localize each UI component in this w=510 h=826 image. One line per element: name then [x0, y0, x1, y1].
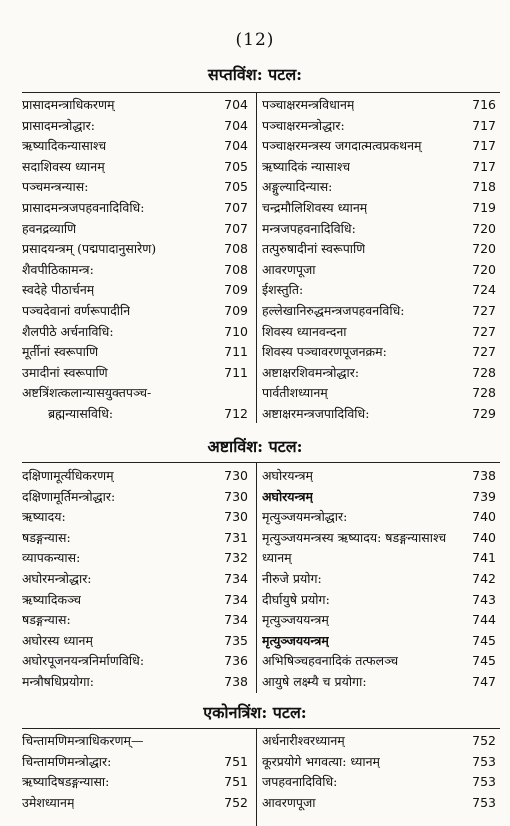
entry-title: ऋष्यादिषडङ्गन्यासा:	[22, 774, 110, 790]
entry-page-number: 717	[472, 117, 496, 133]
toc-entry	[22, 507, 252, 528]
entry-page-number: 707	[224, 199, 248, 215]
toc-entry	[262, 198, 500, 219]
entry-page-number: 732	[224, 550, 248, 566]
toc-entry	[262, 793, 500, 814]
entry-title: मूर्तीनां स्वरूपाणि	[22, 344, 99, 360]
entry-page-number: 747	[472, 673, 496, 689]
toc-entry	[22, 363, 252, 384]
toc-entry	[262, 219, 500, 240]
entry-page-number: 745	[472, 653, 496, 669]
entry-title: चिन्तामणिमन्त्राधिकरणम्—	[22, 733, 144, 748]
toc-entry	[22, 466, 252, 487]
toc-entry	[262, 95, 500, 116]
entry-page-number: 711	[224, 344, 248, 360]
entry-title: आवरणपूजा	[262, 794, 316, 810]
entry-page-number: 720	[472, 261, 496, 277]
entry-title: शिवस्य पञ्चावरणपूजनक्रम:	[262, 344, 387, 360]
entry-page-number: 734	[224, 612, 248, 628]
entry-page-number: 738	[224, 673, 248, 689]
entry-page-number: 753	[472, 774, 496, 790]
toc-entry	[22, 322, 252, 343]
entry-title: ऋष्यादिकं न्यासाश्च	[262, 158, 351, 174]
entry-page-number: 751	[224, 774, 248, 790]
entry-page-number: 752	[472, 733, 496, 748]
section-29	[0, 700, 510, 726]
entry-page-number: 704	[224, 138, 248, 154]
entry-page-number: 708	[224, 241, 248, 257]
toc-entry	[22, 590, 252, 611]
entry-page-number: 740	[472, 509, 496, 525]
entry-title: पञ्चमन्त्रन्यास:	[22, 179, 89, 195]
entry-page-number: 728	[472, 385, 496, 401]
entry-title: अघोरपूजनयन्त्रनिर्माणविधि:	[22, 653, 145, 669]
entry-title: शैवपीठिकामन्त्र:	[22, 261, 94, 277]
entry-page-number: 727	[472, 323, 496, 339]
entry-page-number: 717	[472, 158, 496, 174]
entry-title: व्यापकन्यास:	[22, 550, 81, 566]
entry-title: उमादीनां स्वरूपाणि	[22, 364, 108, 380]
entry-page-number: 751	[224, 753, 248, 769]
entry-page-number: 709	[224, 302, 248, 318]
entry-page-number: 738	[472, 468, 496, 483]
toc-entry	[262, 651, 500, 672]
toc-entry	[22, 260, 252, 281]
right-column	[262, 95, 500, 425]
section-28	[0, 434, 510, 460]
toc-entry	[262, 383, 500, 404]
toc-entry	[22, 569, 252, 590]
entry-title: षडङ्गन्यास:	[22, 529, 71, 545]
toc-entry	[22, 239, 252, 260]
entry-title: हल्लेखानिरुद्धमन्त्रजपहवनविधि:	[262, 302, 405, 318]
toc-entry	[22, 116, 252, 137]
toc-entry	[22, 177, 252, 198]
entry-title: प्रसादयन्त्रम् (पद्मपादानुसारेण)	[22, 241, 157, 257]
entry-title: स्वदेहे पीठार्चनम्	[22, 282, 95, 298]
toc-entry	[262, 136, 500, 157]
entry-page-number: 730	[224, 509, 248, 525]
entry-page-number: 720	[472, 220, 496, 236]
entry-page-number: 729	[472, 405, 496, 421]
toc-entry	[262, 487, 500, 508]
right-column	[262, 466, 500, 693]
entry-title: पञ्चाक्षरमन्त्रविधानम्	[262, 97, 355, 112]
entry-page-number: 734	[224, 591, 248, 607]
entry-page-number: 717	[472, 138, 496, 154]
toc-entry	[22, 219, 252, 240]
entry-title: अङ्गुल्यादिन्यास:	[262, 179, 333, 195]
toc-entry	[262, 280, 500, 301]
toc-entry	[262, 528, 500, 549]
entry-page-number: 730	[224, 488, 248, 504]
column-divider	[256, 93, 257, 423]
entry-page-number: 740	[472, 529, 496, 545]
entry-page-number: 741	[472, 550, 496, 566]
entry-page-number: 753	[472, 794, 496, 810]
entry-page-number: 704	[224, 97, 248, 112]
entry-title: मृत्युञ्जययन्त्रम्	[262, 632, 329, 648]
entry-page-number: 712	[224, 405, 248, 421]
entry-page-number: 708	[224, 261, 248, 277]
toc-entry	[22, 548, 252, 569]
entry-title: षडङ्गन्यास:	[22, 612, 71, 628]
entry-title: अघोरमन्त्रोद्धार:	[22, 570, 92, 586]
toc-entry	[22, 631, 252, 652]
toc-entry	[262, 752, 500, 773]
toc-entry	[262, 672, 500, 693]
entry-title: चिन्तामणिमन्त्रोद्धार:	[22, 753, 112, 769]
divider-line	[22, 462, 500, 463]
entry-title: शैलपीठे अर्चनाविधि:	[22, 323, 114, 339]
toc-entry	[22, 198, 252, 219]
entry-title: अष्टत्रिंशत्कलान्यासयुक्तपञ्च-	[22, 385, 152, 401]
entry-title: अघोरयन्त्रम्	[262, 468, 313, 483]
entry-title: मन्त्रजपहवनादिविधि:	[262, 220, 356, 236]
entry-page-number: 743	[472, 591, 496, 607]
entry-title: शिवस्य ध्यानवन्दना	[262, 323, 347, 339]
toc-entry	[262, 590, 500, 611]
entry-page-number: 736	[224, 653, 248, 669]
entry-title: दक्षिणामूर्त्यधिकरणम्	[22, 468, 114, 483]
toc-entry	[22, 610, 252, 631]
toc-entry	[262, 342, 500, 363]
left-column	[22, 466, 252, 693]
toc-entry	[22, 528, 252, 549]
toc-entry	[262, 260, 500, 281]
toc-entry	[262, 239, 500, 260]
entry-title: पार्वतीशध्यानम्	[262, 385, 328, 401]
entry-title: ऋष्यादय:	[22, 509, 66, 525]
toc-entry	[262, 157, 500, 178]
entry-page-number: 705	[224, 179, 248, 195]
entry-page-number: 731	[224, 529, 248, 545]
entry-page-number: 704	[224, 117, 248, 133]
entry-page-number: 730	[224, 468, 248, 483]
entry-title: आयुषे लक्ष्म्यै च प्रयोगा:	[262, 673, 367, 689]
entry-page-number: 705	[224, 158, 248, 174]
entry-title: ऋष्यादिकन्यासाश्च	[22, 138, 107, 154]
toc-entry	[22, 301, 252, 322]
entry-title: मृत्युञ्जयमन्त्रस्य ऋष्यादय: षडङ्गन्यासाश्च	[262, 529, 447, 545]
entry-page-number: 710	[224, 323, 248, 339]
entry-title: पञ्चदेवानां वर्णरूपादीनि	[22, 302, 131, 318]
entry-page-number: 724	[472, 282, 496, 298]
entry-page-number: 718	[472, 179, 496, 195]
toc-entry	[22, 280, 252, 301]
entry-page-number: 727	[472, 302, 496, 318]
toc-entry	[262, 301, 500, 322]
entry-title: अभिषिञ्चहवनादिकं तत्फलञ्च	[262, 653, 399, 669]
toc-entry	[262, 569, 500, 590]
toc-entry	[22, 651, 252, 672]
entry-page-number: 752	[224, 794, 248, 810]
entry-page-number: 709	[224, 282, 248, 298]
entry-page-number: 745	[472, 632, 496, 648]
toc-entry	[262, 772, 500, 793]
entry-title: ब्रह्मन्यासविधि:	[48, 405, 114, 421]
column-divider	[256, 729, 257, 826]
entry-title: तत्पुरुषादीनां स्वरूपाणि	[262, 241, 366, 257]
entry-page-number: 734	[224, 570, 248, 586]
entry-title: सदाशिवस्य ध्यानम्	[22, 158, 105, 174]
left-column	[22, 731, 252, 813]
entry-title: चन्द्रमौलिशिवस्य ध्यानम्	[262, 199, 368, 215]
page-number: (12)	[235, 30, 275, 50]
entry-title: ईशस्तुति:	[262, 282, 304, 298]
toc-entry	[22, 136, 252, 157]
divider-line	[22, 92, 500, 93]
toc-entry	[262, 363, 500, 384]
entry-title: ध्यानम्	[262, 550, 292, 566]
entry-title: दीर्घायुषे प्रयोग:	[262, 591, 330, 607]
entry-title: अष्टाक्षरमन्त्रजपादिविधि:	[262, 405, 370, 421]
toc-entry	[262, 116, 500, 137]
section-title: एकोनत्रिंश: पटल:	[203, 703, 307, 722]
section-title: सप्तविंश: पटल:	[207, 65, 303, 84]
toc-entry	[22, 793, 252, 814]
entry-title: जपहवनादिविधि:	[262, 774, 338, 790]
entry-page-number: 742	[472, 570, 496, 586]
toc-entry	[22, 404, 252, 425]
entry-title: प्रासादमन्त्रजपहवनादिविधि:	[22, 199, 145, 215]
toc-entry	[262, 177, 500, 198]
entry-title: हवनद्रव्याणि	[22, 220, 77, 236]
left-column	[22, 95, 252, 425]
toc-entry	[262, 548, 500, 569]
entry-title: अष्टाक्षरशिवमन्त्रोद्धार:	[262, 364, 360, 380]
toc-entry	[22, 672, 252, 693]
entry-page-number: 735	[224, 632, 248, 648]
toc-entry	[262, 322, 500, 343]
entry-page-number: 707	[224, 220, 248, 236]
divider-line	[22, 728, 500, 729]
entry-title: मन्त्रौषधिप्रयोगा:	[22, 673, 94, 689]
toc-entry	[262, 631, 500, 652]
entry-page-number: 716	[472, 97, 496, 112]
toc-entry	[262, 507, 500, 528]
entry-title: कूरप्रयोगे भगवत्या: ध्यानम्	[262, 753, 380, 769]
toc-entry	[22, 95, 252, 116]
toc-entry	[22, 342, 252, 363]
entry-title: उमेशध्यानम्	[22, 794, 75, 810]
toc-entry	[22, 772, 252, 793]
entry-title: प्रासादमन्त्राधिकरणम्	[22, 97, 115, 112]
toc-entry	[262, 466, 500, 487]
section-27	[0, 62, 510, 88]
toc-entry	[262, 404, 500, 425]
entry-title: ऋष्यादिकञ्च	[22, 591, 82, 607]
entry-page-number: 739	[472, 488, 496, 504]
entry-page-number: 719	[472, 199, 496, 215]
entry-page-number: 728	[472, 364, 496, 380]
entry-page-number: 711	[224, 364, 248, 380]
section-title: अष्टाविंश: पटल:	[207, 437, 303, 456]
toc-entry	[22, 731, 252, 752]
entry-title: नीरुजे प्रयोग:	[262, 570, 322, 586]
toc-entry	[262, 731, 500, 752]
entry-page-number: 753	[472, 753, 496, 769]
entry-title: दक्षिणामूर्तिमन्त्रोद्धार:	[22, 488, 116, 504]
entry-title: अर्धनारीश्वरध्यानम्	[262, 733, 345, 748]
toc-entry	[22, 383, 252, 404]
entry-page-number: 720	[472, 241, 496, 257]
entry-page-number: 744	[472, 612, 496, 628]
entry-title: अघोरस्य ध्यानम्	[22, 632, 93, 648]
entry-title: पञ्चाक्षरमन्त्रोद्धार:	[262, 117, 345, 133]
entry-title: मृत्युञ्जयमन्त्रोद्धार:	[262, 509, 348, 525]
right-column	[262, 731, 500, 813]
toc-entry	[22, 752, 252, 773]
entry-title: प्रासादमन्त्रोद्धार:	[22, 117, 95, 133]
entry-title: आवरणपूजा	[262, 261, 316, 277]
toc-entry	[262, 610, 500, 631]
entry-title: मृत्युञ्जययन्त्रम्	[262, 612, 329, 628]
toc-entry	[22, 157, 252, 178]
entry-page-number: 727	[472, 344, 496, 360]
entry-title: पञ्चाक्षरमन्त्रस्य जगदात्मत्वप्रकथनम्	[262, 138, 422, 154]
toc-entry	[22, 487, 252, 508]
entry-title: अघोरयन्त्रम्	[262, 488, 313, 504]
column-divider	[256, 463, 257, 693]
